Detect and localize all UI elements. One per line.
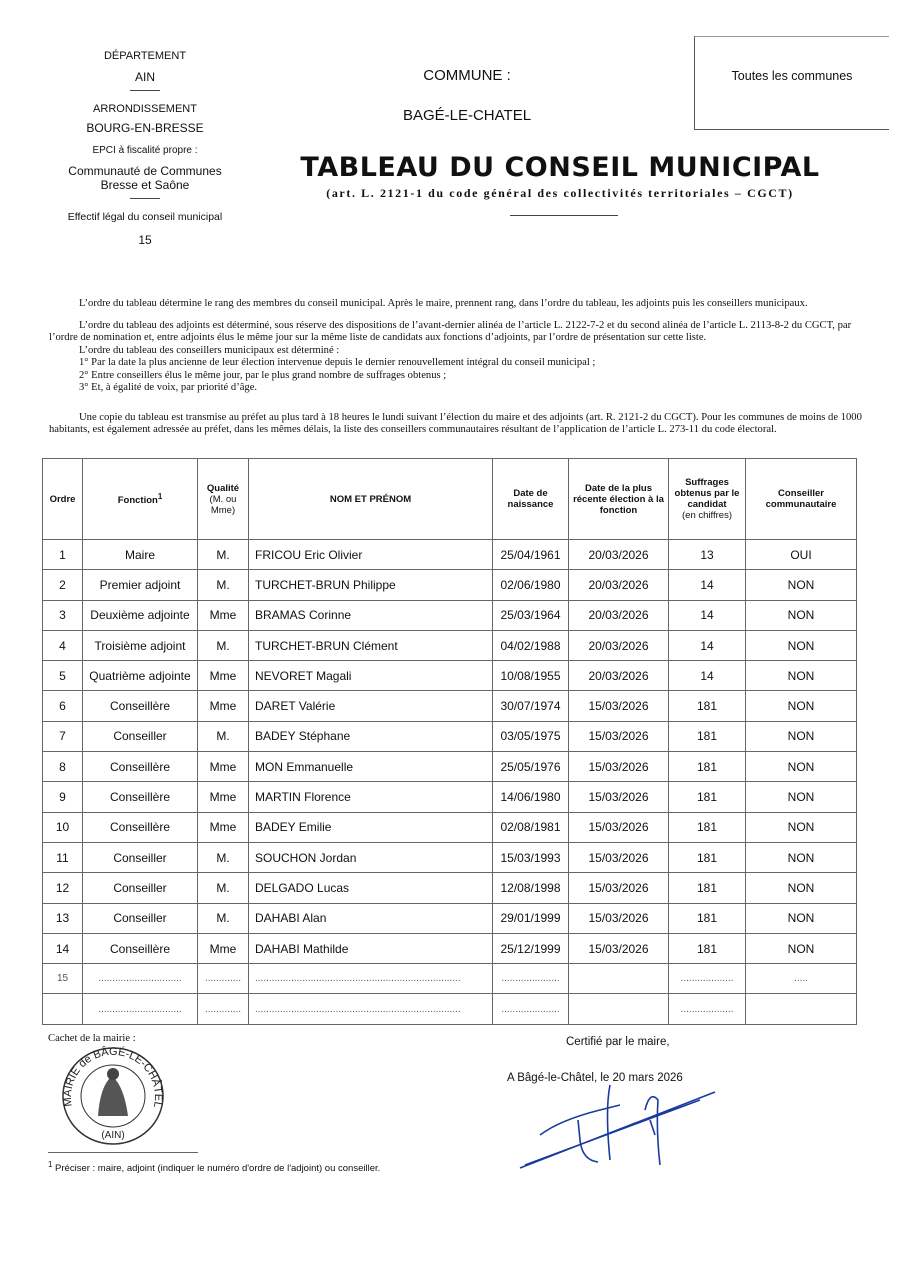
cell-nom: DARET Valérie (249, 691, 493, 721)
cell-nom: .......................................................................... (249, 964, 493, 994)
effectif-label: Effectif légal du conseil municipal (67, 211, 223, 223)
cell-suffrages: 14 (669, 661, 746, 691)
epci-line1: Communauté de Communes (68, 164, 222, 178)
commune-name: BAGÉ-LE-CHATEL (402, 107, 532, 124)
cell-naissance: ..................... (493, 994, 569, 1024)
table-row (43, 661, 857, 691)
cell-naissance: ..................... (493, 964, 569, 994)
cell-qualite: Mme (198, 782, 249, 812)
cell-qualite: M. (198, 540, 249, 570)
cell-election: 15/03/2026 (569, 691, 669, 721)
cell-election: 15/03/2026 (569, 873, 669, 903)
cell-communautaire: NON (746, 600, 857, 630)
header-suffrages (669, 459, 746, 540)
header-nom: NOM ET PRÉNOM (249, 459, 493, 540)
cell-fonction: Maire (83, 540, 198, 570)
cell-nom: .......................................................................... (249, 994, 493, 1024)
cell-suffrages: 181 (669, 752, 746, 782)
cell-qualite: ............. (198, 964, 249, 994)
cell-ordre: 12 (43, 873, 83, 903)
page-title: TABLEAU DU CONSEIL MUNICIPAL (300, 152, 820, 183)
intro-p3: L’ordre du tableau des conseillers municipaux est déterminé : (79, 344, 340, 356)
cell-nom: MON Emmanuelle (249, 752, 493, 782)
table-row (43, 782, 857, 812)
cell-communautaire: NON (746, 933, 857, 963)
cell-communautaire: OUI (746, 540, 857, 570)
cell-communautaire: NON (746, 873, 857, 903)
cell-fonction: Conseillère (83, 933, 198, 963)
cell-nom: BRAMAS Corinne (249, 600, 493, 630)
cell-communautaire: NON (746, 903, 857, 933)
departement-label: DÉPARTEMENT (103, 50, 187, 62)
header-qualite-sub: (M. ou Mme) (209, 493, 237, 516)
footnote-marker: 1 (157, 491, 163, 501)
cell-fonction: Quatrième adjointe (83, 661, 198, 691)
admin-info (40, 50, 250, 247)
cell-suffrages: 181 (669, 691, 746, 721)
cell-communautaire: NON (746, 691, 857, 721)
cell-naissance: 02/08/1981 (493, 812, 569, 842)
cell-nom: TURCHET-BRUN Philippe (249, 570, 493, 600)
cell-communautaire: NON (746, 661, 857, 691)
table-row (43, 842, 857, 872)
cell-suffrages: 181 (669, 721, 746, 751)
mayor-signature (510, 1080, 730, 1175)
cell-nom: FRICOU Eric Olivier (249, 540, 493, 570)
cachet-label: Cachet de la mairie : (48, 1033, 136, 1044)
intro-text (49, 298, 864, 437)
cell-election: 15/03/2026 (569, 842, 669, 872)
cell-election: 20/03/2026 (569, 661, 669, 691)
cell-naissance: 15/03/1993 (493, 842, 569, 872)
cell-fonction: Conseiller (83, 873, 198, 903)
cell-suffrages: 14 (669, 570, 746, 600)
cell-ordre: 14 (43, 933, 83, 963)
certifie-text: Certifié par le maire, (566, 1036, 670, 1048)
effectif: 15 (138, 233, 152, 247)
cell-fonction: Conseillère (83, 752, 198, 782)
cell-fonction: Conseillère (83, 782, 198, 812)
header-suffrages-label: Suffrages obtenus par le candidat (674, 477, 740, 510)
cell-qualite: M. (198, 570, 249, 600)
cell-naissance: 10/08/1955 (493, 661, 569, 691)
cell-naissance: 12/08/1998 (493, 873, 569, 903)
epci-line2: Bresse et Saône (100, 178, 190, 192)
cell-election (569, 994, 669, 1024)
divider (510, 215, 618, 216)
arrondissement: BOURG-EN-BRESSE (86, 121, 204, 135)
page-subtitle: (art. L. 2121-1 du code général des collectivités territoriales – CGCT) (326, 186, 794, 200)
council-table (42, 458, 857, 1025)
epci-label: EPCI à fiscalité propre : (92, 145, 198, 156)
cell-ordre: 7 (43, 721, 83, 751)
cell-fonction: Premier adjoint (83, 570, 198, 600)
cell-fonction: Conseillère (83, 812, 198, 842)
cell-election (569, 964, 669, 994)
table-row (43, 691, 857, 721)
cell-communautaire: NON (746, 842, 857, 872)
cell-qualite: Mme (198, 812, 249, 842)
cell-ordre: 4 (43, 630, 83, 660)
cell-election: 15/03/2026 (569, 933, 669, 963)
svg-text:(AIN): (AIN) (101, 1130, 125, 1141)
cell-qualite: M. (198, 630, 249, 660)
cell-communautaire: NON (746, 630, 857, 660)
cell-naissance: 25/12/1999 (493, 933, 569, 963)
cell-ordre: 3 (43, 600, 83, 630)
table-row (43, 752, 857, 782)
cell-nom: MARTIN Florence (249, 782, 493, 812)
cell-nom: DAHABI Alan (249, 903, 493, 933)
cell-naissance: 25/05/1976 (493, 752, 569, 782)
cell-qualite: Mme (198, 661, 249, 691)
cell-suffrages: 181 (669, 903, 746, 933)
cell-nom: BADEY Stéphane (249, 721, 493, 751)
table-row (43, 964, 857, 994)
cell-ordre: 2 (43, 570, 83, 600)
arrondissement-label: ARRONDISSEMENT (93, 103, 197, 115)
cell-election: 20/03/2026 (569, 600, 669, 630)
cell-qualite: Mme (198, 933, 249, 963)
intro-p5: 2° Entre conseillers élus le même jour, par le plus grand nombre de suffrages obtenus ; (79, 369, 447, 381)
header-suffrages-sub: (en chiffres) (682, 510, 732, 521)
table-row (43, 812, 857, 842)
header-qualite (198, 459, 249, 540)
cell-qualite: Mme (198, 600, 249, 630)
cell-suffrages: 181 (669, 782, 746, 812)
cell-qualite: ............. (198, 994, 249, 1024)
cell-qualite: Mme (198, 752, 249, 782)
table-row (43, 540, 857, 570)
table-row (43, 570, 857, 600)
cell-fonction: Conseillère (83, 691, 198, 721)
intro-p2: L’ordre du tableau des adjoints est déterminé, sous réserve des dispositions de l’avant-dernier alinéa de l’article L. 2122-7-2 et du second alinéa de l’article L. 2113-8-2 du CGCT, par l’ordre de nomination et, entre adjoints élus le même jour sur la même liste de candidats aux fonctions d’adjoints, par l’ordre de présentation sur cette liste. (49, 319, 852, 343)
cell-ordre: 9 (43, 782, 83, 812)
cell-naissance: 30/07/1974 (493, 691, 569, 721)
footnote-text: Préciser : maire, adjoint (indiquer le numéro d'ordre de l'adjoint) ou conseiller. (55, 1163, 381, 1175)
intro-p7: Une copie du tableau est transmise au préfet au plus tard à 18 heures le lundi suivant l’élection du maire et des adjoints (art. R. 2121-2 du CGCT). Pour les communes de moins de 1000 habitants, est également adressée au préfet, dans les mêmes délais, la liste des conseillers communautaires résultant de l’application de l’article L. 273-11 du code électoral. (49, 411, 862, 435)
cell-naissance: 02/06/1980 (493, 570, 569, 600)
cell-fonction: Conseiller (83, 842, 198, 872)
cell-qualite: M. (198, 873, 249, 903)
cell-ordre (43, 994, 83, 1024)
cell-ordre: 10 (43, 812, 83, 842)
cell-election: 15/03/2026 (569, 721, 669, 751)
table-row (43, 873, 857, 903)
cell-ordre: 11 (43, 842, 83, 872)
table-row (43, 630, 857, 660)
cell-communautaire: NON (746, 721, 857, 751)
cell-election: 20/03/2026 (569, 540, 669, 570)
cell-fonction: .............................. (83, 964, 198, 994)
footnote (48, 1160, 380, 1174)
cell-ordre: 15 (43, 964, 83, 994)
cell-communautaire: NON (746, 812, 857, 842)
cell-election: 15/03/2026 (569, 752, 669, 782)
header-fonction (83, 459, 198, 540)
cell-ordre: 1 (43, 540, 83, 570)
header-election: Date de la plus récente élection à la fonction (569, 459, 669, 540)
cell-naissance: 14/06/1980 (493, 782, 569, 812)
lieu-date: A Bâgé-le-Châtel, le 20 mars 2026 (507, 1072, 683, 1084)
intro-p1: L’ordre du tableau détermine le rang des membres du conseil municipal. Après le maire, prennent rang, dans l’ordre du tableau, les adjoints puis les conseillers municipaux. (79, 298, 808, 309)
cell-suffrages: 181 (669, 873, 746, 903)
cell-fonction: Troisième adjoint (83, 630, 198, 660)
departement: AIN (134, 70, 155, 84)
cell-fonction: Conseiller (83, 903, 198, 933)
cell-ordre: 13 (43, 903, 83, 933)
cell-fonction: Deuxième adjointe (83, 600, 198, 630)
cell-nom: SOUCHON Jordan (249, 842, 493, 872)
cell-nom: DELGADO Lucas (249, 873, 493, 903)
footnote-divider (48, 1152, 198, 1153)
commune-box (694, 36, 889, 130)
divider (130, 90, 160, 91)
table-row (43, 600, 857, 630)
table-row (43, 994, 857, 1024)
cell-suffrages: 14 (669, 630, 746, 660)
header-qualite-label: Qualité (206, 482, 240, 494)
cell-nom: TURCHET-BRUN Clément (249, 630, 493, 660)
table-row (43, 903, 857, 933)
cell-suffrages: ................... (669, 964, 746, 994)
cell-suffrages: 14 (669, 600, 746, 630)
cell-suffrages: ................... (669, 994, 746, 1024)
cell-fonction: Conseiller (83, 721, 198, 751)
header-ordre: Ordre (43, 459, 83, 540)
cell-election: 15/03/2026 (569, 812, 669, 842)
divider (130, 198, 160, 199)
cell-communautaire: ..... (746, 964, 857, 994)
svg-text:MAIRIE de BÂGÉ-LE-CHÂTEL: MAIRIE de BÂGÉ-LE-CHÂTEL (61, 1046, 165, 1109)
cell-ordre: 6 (43, 691, 83, 721)
cell-election: 20/03/2026 (569, 570, 669, 600)
cell-qualite: M. (198, 842, 249, 872)
cell-communautaire (746, 994, 857, 1024)
header-communautaire: Conseiller communautaire (746, 459, 857, 540)
cell-naissance: 04/02/1988 (493, 630, 569, 660)
table-row (43, 721, 857, 751)
cell-naissance: 25/04/1961 (493, 540, 569, 570)
cell-nom: NEVORET Magali (249, 661, 493, 691)
mairie-stamp (60, 1046, 166, 1146)
cell-fonction: .............................. (83, 994, 198, 1024)
intro-p6: 3° Et, à égalité de voix, par priorité d’âge. (79, 382, 258, 393)
cell-suffrages: 13 (669, 540, 746, 570)
header-naissance: Date de naissance (493, 459, 569, 540)
box-text: Toutes les communes (731, 69, 853, 83)
cell-nom: DAHABI Mathilde (249, 933, 493, 963)
cell-election: 15/03/2026 (569, 782, 669, 812)
cell-nom: BADEY Emilie (249, 812, 493, 842)
commune-label: COMMUNE : (423, 67, 511, 84)
cell-communautaire: NON (746, 782, 857, 812)
cell-naissance: 25/03/1964 (493, 600, 569, 630)
cell-communautaire: NON (746, 570, 857, 600)
footnote-marker: 1 (48, 1160, 53, 1169)
cell-suffrages: 181 (669, 933, 746, 963)
header-fonction-label: Fonction (117, 495, 158, 507)
table-header-row (43, 459, 857, 540)
cell-naissance: 03/05/1975 (493, 721, 569, 751)
cell-qualite: M. (198, 903, 249, 933)
cell-ordre: 5 (43, 661, 83, 691)
intro-p4: 1° Par la date la plus ancienne de leur élection intervenue depuis le dernier renouvellement intégral du conseil municipal ; (79, 357, 596, 368)
cell-election: 15/03/2026 (569, 903, 669, 933)
cell-naissance: 29/01/1999 (493, 903, 569, 933)
cell-qualite: Mme (198, 691, 249, 721)
table-row (43, 933, 857, 963)
cell-suffrages: 181 (669, 842, 746, 872)
cell-ordre: 8 (43, 752, 83, 782)
cell-election: 20/03/2026 (569, 630, 669, 660)
cell-qualite: M. (198, 721, 249, 751)
cell-communautaire: NON (746, 752, 857, 782)
cell-suffrages: 181 (669, 812, 746, 842)
